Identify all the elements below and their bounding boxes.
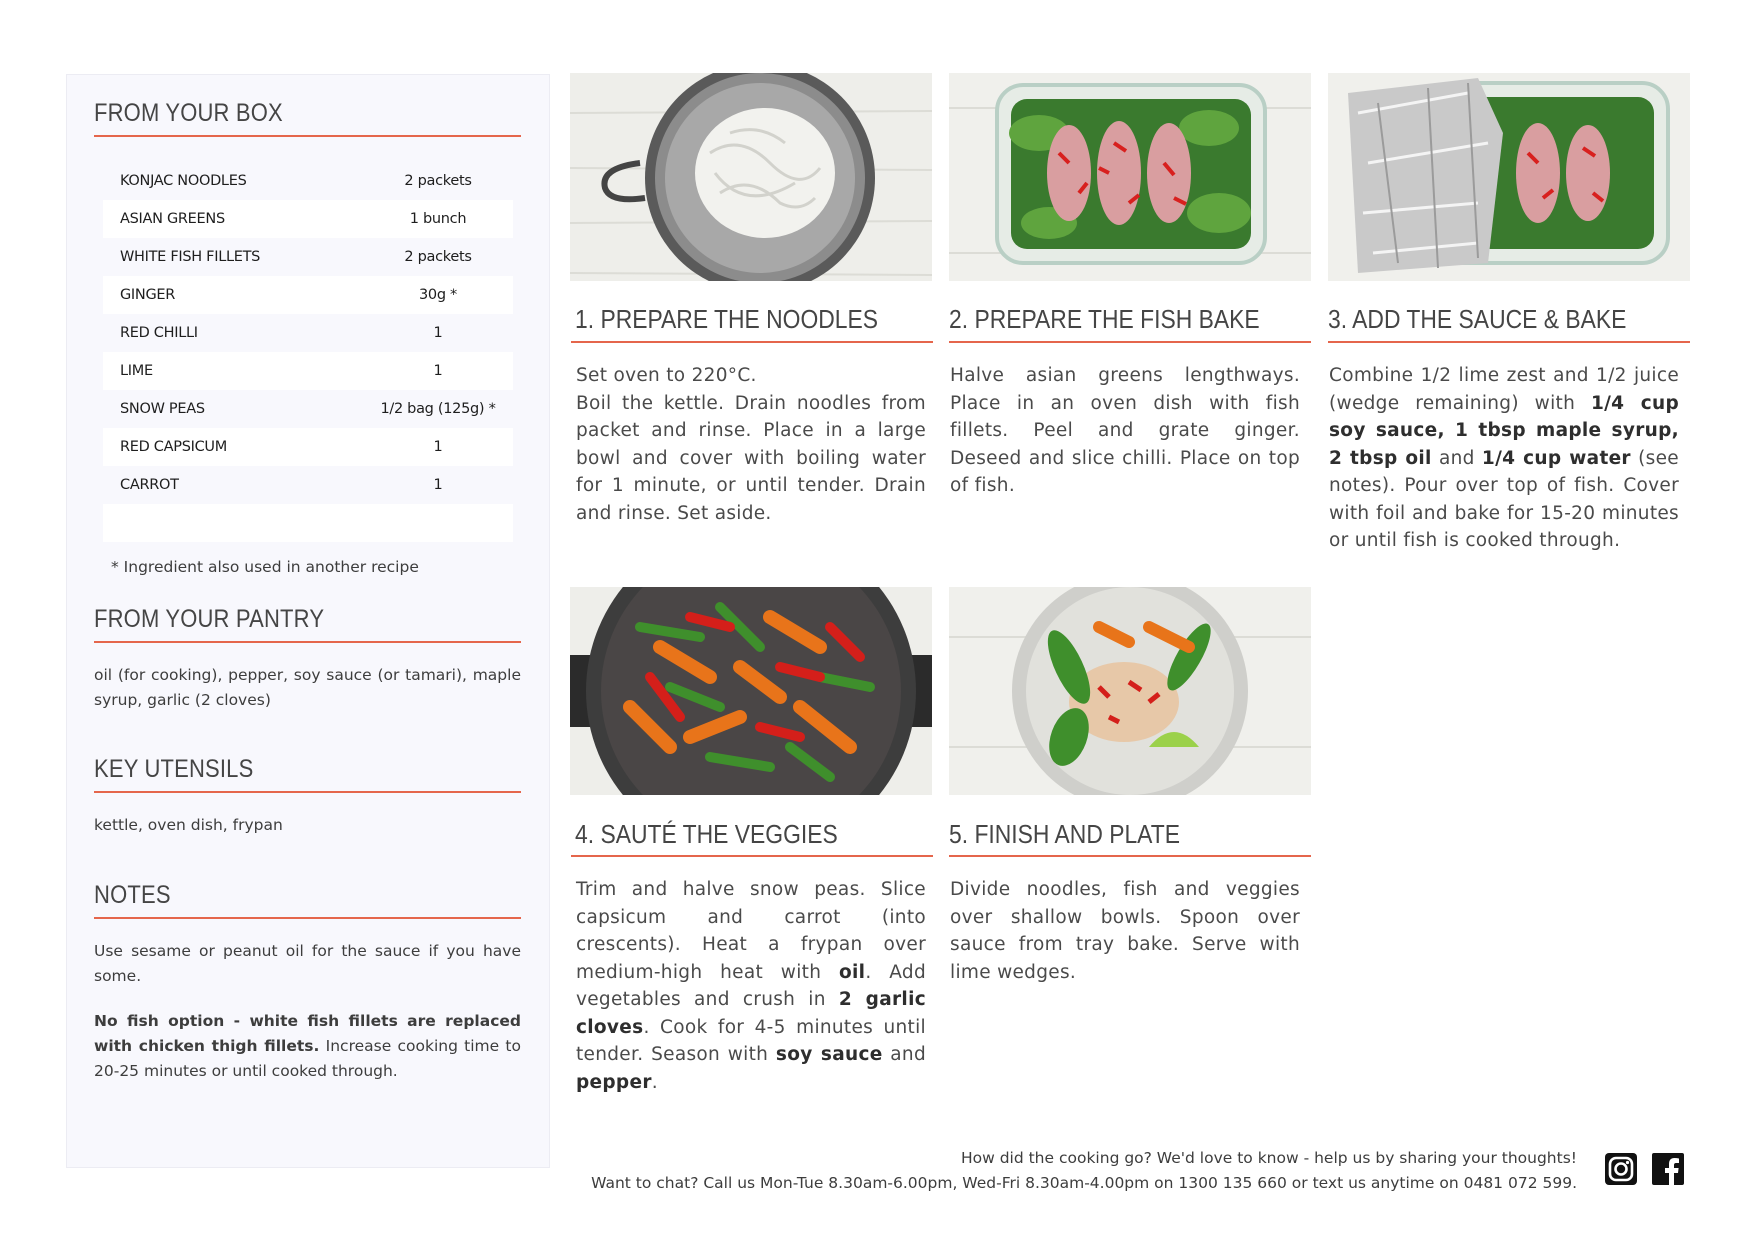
ingredient-row (103, 314, 513, 352)
ingredient-row (103, 428, 513, 466)
heading-rule (94, 641, 521, 643)
ingredient-row (103, 466, 513, 504)
ingredients-sidebar (66, 74, 550, 1168)
noodles-photo (570, 73, 932, 281)
step-rule (949, 341, 1311, 343)
step-rule (1328, 341, 1690, 343)
pantry-text: oil (for cooking), pepper, soy sauce (or tamari), maple syrup, garlic (2 cloves) (94, 666, 521, 709)
ingredient-name: GINGER (120, 287, 176, 303)
ingredients-table (103, 162, 513, 542)
step-1-line-1: Set oven to 220°C. (576, 365, 757, 386)
ingredient-name: RED CHILLI (120, 325, 198, 341)
text-span: . Add vegetables and crush in (576, 961, 927, 1010)
text-span: and (1431, 447, 1482, 469)
ingredient-name: SNOW PEAS (120, 401, 205, 417)
step-3-title: 3. ADD THE SAUCE & BAKE (1328, 304, 1627, 334)
finish-plate-photo (949, 587, 1311, 795)
ingredient-qty: 1/2 bag (125g) * (380, 401, 496, 417)
notes-rest: Increase cooking time to 20-25 minutes or until cooked through. (94, 1037, 521, 1080)
step-rule (949, 855, 1311, 857)
ingredient-qty: 1 (433, 477, 443, 493)
text-span: . Cook for 4-5 minutes until tender. Season with (576, 1016, 926, 1065)
ingredient-row (103, 200, 513, 238)
bold-span: 1/4 cup soy sauce, 1 tbsp maple syrup, 2 tbsp oil (1329, 392, 1679, 469)
text-span: Trim and halve snow peas. Slice capsicum and carrot (into crescents). Heat a frypan over medium-high heat with (576, 879, 926, 983)
bold-span: pepper (576, 1071, 652, 1093)
veggies-photo (570, 587, 932, 795)
ingredient-row (103, 390, 513, 428)
text-span: (see notes). Pour over top of fish. Cover with foil and bake for 15-20 minutes or until fish is cooked through. (1329, 447, 1679, 551)
ingredient-name: CARROT (120, 477, 179, 493)
step-rule (571, 341, 933, 343)
utensils-text: kettle, oven dish, frypan (94, 816, 283, 834)
text-span: Combine 1/2 lime zest and 1/2 juice (wedge remaining) with (1329, 365, 1679, 414)
fish-bake-photo (949, 73, 1311, 281)
from-your-pantry-heading: FROM YOUR PANTRY (94, 605, 325, 633)
ingredient-name: WHITE FISH FILLETS (120, 249, 261, 265)
bold-span: 1/4 cup water (1481, 447, 1631, 469)
bold-span: 2 garlic cloves (576, 989, 926, 1038)
bold-span: oil (839, 961, 866, 983)
ingredient-footnote: * Ingredient also used in another recipe (111, 558, 419, 576)
step-5-text: Divide noodles, fish and veggies over shallow bowls. Spoon over sauce from tray bake. Serve with lime wedges. (950, 879, 1300, 983)
step-1-text (576, 362, 926, 527)
ingredient-row-empty (103, 504, 513, 542)
notes-text-2 (94, 1009, 521, 1084)
instagram-icon[interactable] (1604, 1152, 1638, 1186)
ingredient-qty: 1 bunch (409, 211, 467, 227)
step-4-title: 4. SAUTÉ THE VEGGIES (575, 819, 838, 849)
ingredient-qty: 1 (433, 325, 443, 341)
ingredient-name: LIME (120, 363, 153, 379)
step-2-title: 2. PREPARE THE FISH BAKE (949, 304, 1260, 334)
notes-heading: NOTES (94, 881, 171, 909)
ingredient-row (103, 162, 513, 200)
notes-text-1: Use sesame or peanut oil for the sauce if you have some. (94, 942, 521, 985)
ingredient-qty: 2 packets (404, 249, 472, 265)
sauce-bake-photo (1328, 73, 1690, 281)
facebook-icon[interactable] (1651, 1152, 1685, 1186)
ingredient-name: KONJAC NOODLES (120, 173, 247, 189)
from-your-box-heading: FROM YOUR BOX (94, 99, 283, 127)
step-1-line-2: Boil the kettle. Drain noodles from packet and rinse. Place in a large bowl and cover with boiling water for 1 minute, or until tender. Drain and rinse. Set aside. (576, 392, 926, 524)
notes-bold: No fish option - white fish fillets are replaced with chicken thigh fillets. (94, 1012, 521, 1055)
ingredient-name: RED CAPSICUM (120, 439, 227, 455)
step-rule (571, 855, 933, 857)
ingredient-qty: 1 (433, 439, 443, 455)
heading-rule (94, 791, 521, 793)
contact-text: Want to chat? Call us Mon-Tue 8.30am-6.00pm, Wed-Fri 8.30am-4.00pm on 1300 135 660 or text us anytime on 0481 072 599. (591, 1174, 1577, 1192)
step-2-text: Halve asian greens lengthways. Place in an oven dish with fish fillets. Peel and grate ginger. Deseed and slice chilli. Place on top of fish. (950, 365, 1300, 496)
ingredient-qty: 30g * (418, 287, 457, 303)
feedback-text: How did the cooking go? We'd love to know - help us by sharing your thoughts! (960, 1149, 1577, 1167)
bold-span: soy sauce (775, 1044, 883, 1065)
ingredient-row (103, 276, 513, 314)
key-utensils-heading: KEY UTENSILS (94, 755, 254, 783)
text-span: . (651, 1071, 658, 1093)
step-1-title: 1. PREPARE THE NOODLES (575, 304, 879, 334)
heading-rule (94, 135, 521, 137)
ingredient-qty: 2 packets (404, 173, 472, 189)
ingredient-row (103, 238, 513, 276)
text-span: and (882, 1044, 926, 1065)
heading-rule (94, 917, 521, 919)
step-5-title: 5. FINISH AND PLATE (949, 819, 1180, 849)
step-3-text (1329, 362, 1679, 555)
ingredient-row (103, 352, 513, 390)
ingredient-name: ASIAN GREENS (120, 211, 225, 227)
step-4-text (576, 876, 926, 1096)
ingredient-qty: 1 (433, 363, 443, 379)
